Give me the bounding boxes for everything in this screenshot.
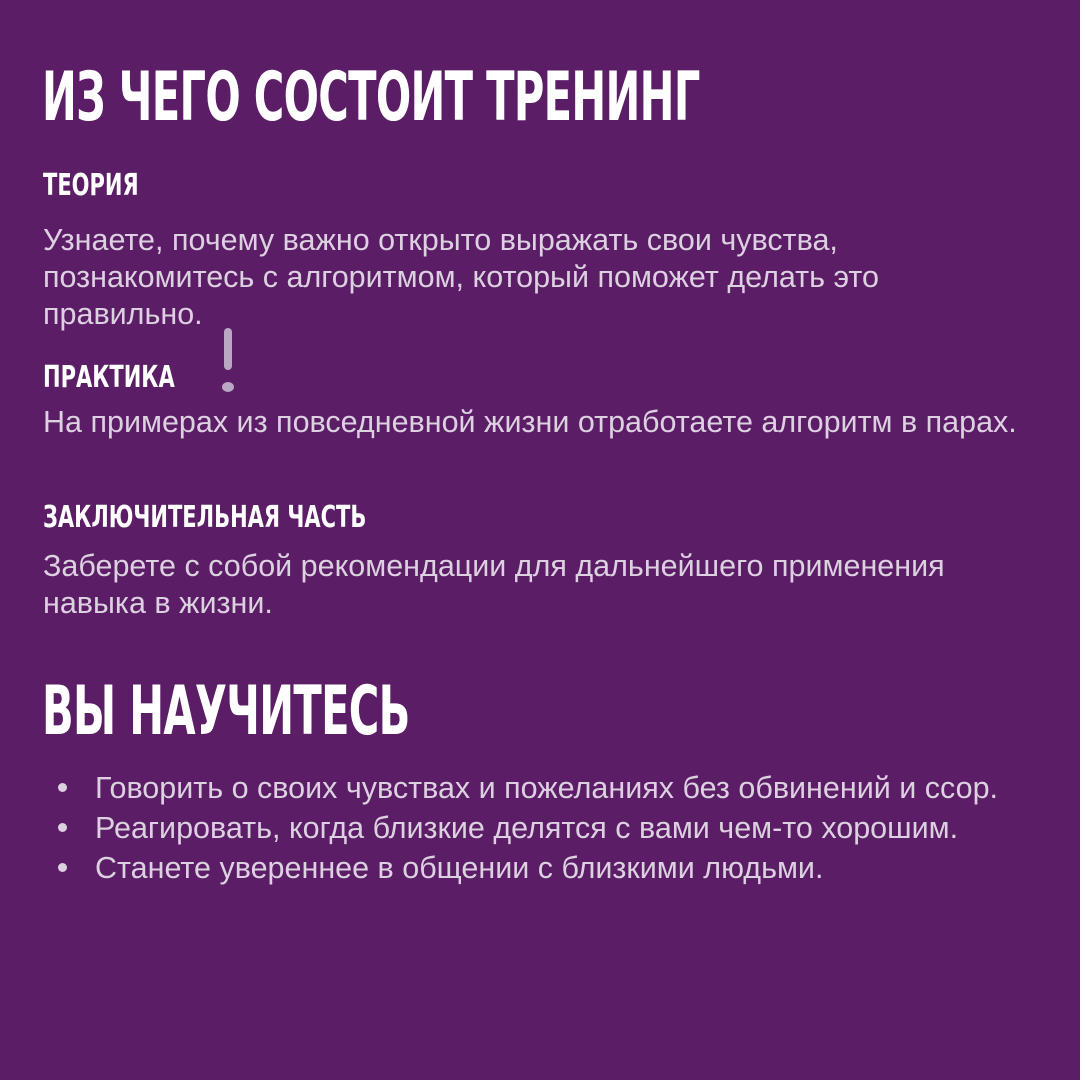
- skills-list: [58, 768, 1038, 888]
- bullet-icon: [58, 863, 67, 872]
- subheading-final-part: ЗАКЛЮЧИТЕЛЬНАЯ ЧАСТЬ: [43, 500, 367, 535]
- section-title-training-structure: ИЗ ЧЕГО СОСТОИТ ТРЕНИНГ: [42, 58, 700, 137]
- exclamation-mark-icon: [222, 328, 234, 398]
- text-final-part: Заберете с собой рекомендации для дальнейшего применения навыка в жизни.: [43, 549, 945, 620]
- text-practice: На примерах из повседневной жизни отработаете алгоритм в парах.: [43, 405, 1017, 439]
- section-title-you-will-learn: ВЫ НАУЧИТЕСЬ: [42, 672, 410, 751]
- list-item: [58, 808, 1038, 848]
- bullet-icon: [58, 823, 67, 832]
- subheading-practice: ПРАКТИКА: [43, 360, 175, 395]
- bullet-icon: [58, 783, 67, 792]
- subheading-theory: ТЕОРИЯ: [43, 168, 139, 203]
- list-item: [58, 848, 1038, 888]
- list-item-text: Говорить о своих чувствах и пожеланиях без обвинений и ссор.: [95, 771, 999, 805]
- list-item: [58, 768, 1038, 808]
- text-theory: Узнаете, почему важно открыто выражать свои чувства, познакомитесь с алгоритмом, который поможет делать это правильно.: [43, 223, 879, 331]
- list-item-text: Станете увереннее в общении с близкими людьми.: [95, 851, 824, 885]
- list-item-text: Реагировать, когда близкие делятся с вами чем-то хорошим.: [95, 811, 959, 845]
